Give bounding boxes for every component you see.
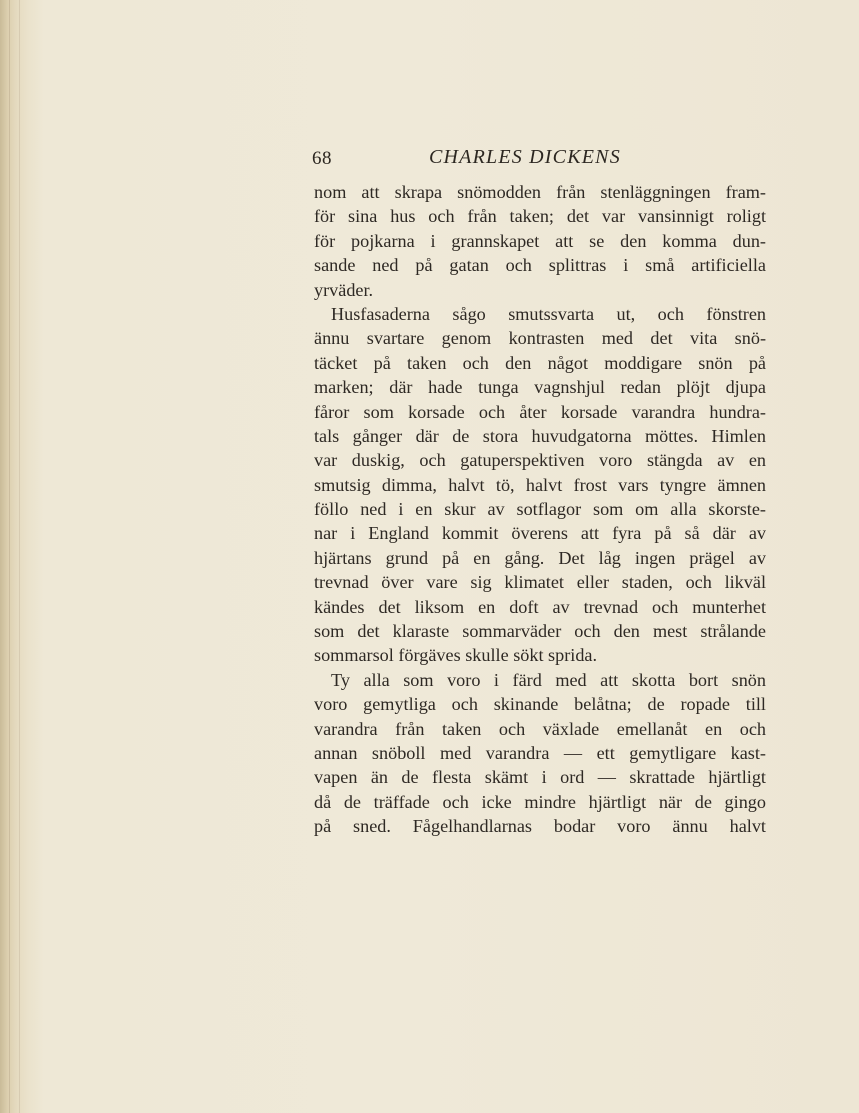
page-number: 68 xyxy=(312,148,332,169)
text-line: smutsig dimma, halvt tö, halvt frost vars tyngre ämnen xyxy=(314,474,766,495)
text-line: vapen än de flesta skämt i ord — skrattade hjärtligt xyxy=(314,767,766,788)
text-line: nom att skrapa snömodden från stenläggningen fram- xyxy=(314,182,766,202)
paragraph-start-line: Ty alla som voro i färd med att skotta bort snön xyxy=(331,669,766,690)
text-line: föllo ned i en skur av sotflagor som om alla skorste- xyxy=(314,499,766,520)
text-line: för pojkarna i grannskapet att se den komma dun- xyxy=(314,230,766,251)
text-line: var duskig, och gatuperspektiven voro stängda av en xyxy=(314,450,766,471)
text-line: nar i England kommit överens att fyra på så där av xyxy=(314,523,766,544)
text-line: för sina hus och från taken; det var vansinnigt roligt xyxy=(314,206,766,227)
gutter-edge-line xyxy=(19,0,20,1113)
gutter-edge-line xyxy=(9,0,10,1113)
text-line: tals gånger där de stora huvudgatorna möttes. Himlen xyxy=(314,425,766,446)
text-line: voro gemytliga och skinande belåtna; de ropade till xyxy=(314,694,766,715)
text-line: trevnad över vare sig klimatet eller staden, och likväl xyxy=(314,572,766,593)
text-line: fåror som korsade och åter korsade varandra hundra- xyxy=(314,401,766,422)
text-line: sande ned på gatan och splittras i små artificiella xyxy=(314,255,766,276)
body-text xyxy=(314,180,766,839)
paragraph-start-line: Husfasaderna sågo smutssvarta ut, och fönstren xyxy=(331,303,766,324)
running-title: CHARLES DICKENS xyxy=(429,146,621,168)
text-line: hjärtans grund på en gång. Det låg ingen prägel av xyxy=(314,547,766,568)
text-line: varandra från taken och växlade emellanåt en och xyxy=(314,718,766,739)
page-gutter xyxy=(0,0,44,1113)
text-line: yrväder. xyxy=(314,279,374,300)
text-line: på sned. Fågelhandlarnas bodar voro ännu halvt xyxy=(314,816,766,837)
text-line: ännu svartare genom kontrasten med det vita snö- xyxy=(314,328,766,349)
text-line: marken; där hade tunga vagnshjul redan plöjt djupa xyxy=(314,377,766,398)
text-line: då de träffade och icke mindre hjärtligt när de gingo xyxy=(314,791,766,812)
text-line: som det klaraste sommarväder och den mest strålande xyxy=(314,621,766,642)
text-line: annan snöboll med varandra — ett gemytligare kast- xyxy=(314,742,766,763)
text-line: sommarsol förgäves skulle sökt sprida. xyxy=(314,645,598,666)
running-head xyxy=(312,146,767,174)
text-line: kändes det liksom en doft av trevnad och munterhet xyxy=(314,596,766,617)
text-line: täcket på taken och den något moddigare snön på xyxy=(314,352,766,373)
